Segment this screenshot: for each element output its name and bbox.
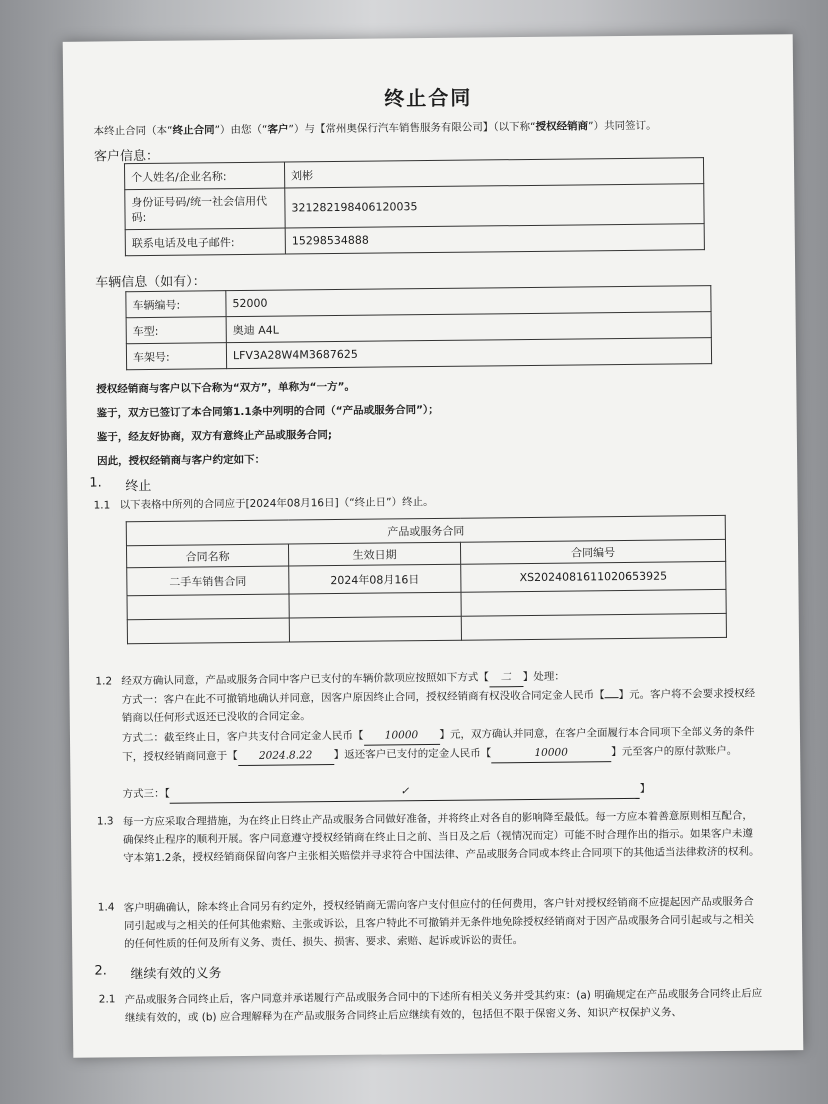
recital-agreement: 因此，授权经销商与客户约定如下： [97, 453, 266, 468]
vehicle-vin-value: LFV3A28W4M3687625 [226, 338, 711, 369]
section-1-title: 终止 [125, 478, 152, 495]
contract-paper [63, 34, 804, 1058]
way3-text: 方式三：【 [122, 787, 170, 801]
clause-number: 1.2 [95, 675, 113, 688]
empty-cell [127, 618, 289, 644]
clause-1-2-text: 】处理： [522, 670, 565, 684]
empty-cell [289, 616, 461, 642]
section-1-number: 1. [89, 475, 102, 491]
recital-parties: 授权经销商与客户以下合称为“双方”，单称为“一方”。 [96, 380, 356, 396]
intro-part: 终止合同 [172, 124, 215, 137]
customer-section-heading: 客户信息： [93, 148, 159, 165]
column-contract-number: 合同编号 [460, 539, 725, 564]
section-2-number: 2. [94, 963, 107, 979]
contract-table-header: 产品或服务合同 [126, 515, 725, 545]
clause-1-3-number: 1.3 [96, 815, 114, 828]
column-effective-date: 生效日期 [288, 542, 460, 566]
customer-name-label: 个人姓名/企业名称: [124, 162, 284, 190]
column-contract-name: 合同名称 [126, 544, 288, 568]
clause-1-4-text: 客户明确确认，除本终止合同另有约定外，授权经销商无需向客户支付但应付的任何费用，客户针对授权经销商不应提起因产品或服务合同引起或与之相关的任何其他索赔、主张或诉讼，且客户特此不可撤销并无条件地免除授权经销商对于因产品或服务合同引起或与之相关的任何性质的任何及所有义务、责任、损失、损害、要求、索赔、起诉或诉讼的责任。 [123, 895, 754, 951]
intro-part: 授权经销商 [535, 120, 589, 133]
recital-negotiation: 鉴于，经友好协商，双方有意终止产品或服务合同; [96, 429, 333, 444]
clause-1-2-way1 [122, 685, 762, 728]
intro-part: ”）与【常州奥保行汽车销售服务有限公司】（以下称“ [288, 120, 536, 136]
effective-date-cell: 2024年08月16日 [289, 564, 461, 594]
clause-1-2-way2 [122, 723, 762, 768]
contract-list-table [126, 515, 727, 644]
customer-phone-label: 联系电话及电子邮件: [125, 228, 285, 256]
clause-2-1-text: 产品或服务合同终止后，客户同意并承诺履行产品或服务合同中的下述所有相关义务并受其约束：(a) 明确规定在产品或服务合同终止后应继续有效的，或 (b) 应合理解释为在产品或服务合同终止后应继续有效的，包括但不限于保密义务、知识产权保护义务、 [124, 987, 763, 1025]
intro-part: ”）共同签订。 [588, 119, 657, 133]
doc-title: 终止合同 [384, 85, 473, 111]
way2-refund-date: 2024.8.22 [238, 746, 334, 766]
vehicle-info-table [125, 285, 712, 370]
table-row [125, 184, 704, 230]
way2-refund-amount: 10000 [491, 743, 611, 763]
clause-1-1-text: 以下表格中所列的合同应于[2024年08月16日]（“终止日”）终止。 [119, 495, 434, 512]
way3-mark: ✓ [170, 780, 640, 804]
way1-text: 】元。客户将不会要求授权经销商以任何形式返还已没收的合同定金。 [121, 687, 756, 725]
clause-1-2-text: 经双方确认同意，产品或服务合同中客户已支付的车辆价款项应按照如下方式【 [121, 671, 489, 688]
table-row [125, 224, 704, 256]
customer-id-value: 321282198406120035 [285, 184, 704, 228]
table-row [127, 613, 726, 643]
way2-deposit-amount: 10000 [363, 726, 439, 746]
way3-text: 】 [639, 782, 651, 795]
vehicle-model-label: 车型: [126, 317, 226, 344]
contract-name-cell: 二手车销售合同 [127, 566, 289, 596]
section-2-title: 继续有效的义务 [130, 966, 222, 983]
way1-amount [605, 697, 619, 698]
customer-name-value: 刘彬 [284, 158, 703, 188]
way2-text: 】元至客户的原付款账户。 [611, 744, 738, 759]
vehicle-vin-label: 车架号: [126, 343, 226, 370]
table-row [126, 338, 711, 370]
clause-1-1 [93, 494, 433, 515]
way1-text: 方式一：客户在此不可撤销地确认并同意，因客户原因终止合同，授权经销商有权没收合同定金人民币【 [121, 689, 605, 707]
customer-phone-value: 15298534888 [285, 224, 704, 254]
contract-number-cell: XS2024081611020653925 [461, 561, 726, 592]
clause-1-3-text: 每一方应采取合理措施，为在终止日终止产品或服务合同做好准备，并将终止对各自的影响降至最低。每一方应本着善意原则相互配合，确保终止程序的顺利开展。客户同意遵守授权经销商在终止日之前、当日及之后（视情况而定）可能不时合理作出的指示。如果客户未遵守本第1.2条，授权经销商保留向客户主张相关赔偿并寻求符合中国法律、产品或服务合同或本终止合同项下的其他适当法律救济的权利。 [122, 809, 760, 865]
recital-contract: 鉴于，双方已签订了本合同第1.1条中列明的合同（“产品或服务合同”）； [96, 403, 439, 420]
empty-cell [461, 589, 726, 616]
intro-part: 客户 [267, 123, 289, 136]
clause-1-4-number: 1.4 [97, 901, 115, 914]
vehicle-model-value: 奥迪 A4L [226, 312, 711, 343]
intro-part: ”）由您（“ [214, 123, 268, 137]
vehicle-number-value: 52000 [226, 286, 711, 317]
vehicle-number-label: 车辆编号: [126, 291, 226, 318]
handwritten-choice: 二 [489, 669, 523, 687]
empty-cell [461, 613, 726, 640]
empty-cell [289, 592, 461, 618]
way2-text: 方式二：截至终止日，客户共支付合同定金人民币【 [121, 729, 364, 745]
clause-1-2-way3 [122, 779, 762, 805]
vehicle-section-heading: 车辆信息（如有）： [95, 274, 206, 291]
customer-id-label: 身份证号码/统一社会信用代码: [125, 188, 285, 230]
intro-part: 本终止合同（本“ [93, 124, 173, 138]
customer-info-table [124, 157, 705, 256]
intro-line [94, 118, 657, 139]
clause-2-1-number: 2.1 [98, 993, 116, 1006]
way2-text: 】元，双方确认并同意，在客户全面履行本合同项下全部义务的条件下，授权经销商同意于【 [122, 725, 755, 764]
empty-cell [127, 594, 289, 620]
way2-text: 】返还客户已支付的定金人民币【 [333, 747, 492, 762]
clause-number: 1.1 [93, 499, 111, 512]
